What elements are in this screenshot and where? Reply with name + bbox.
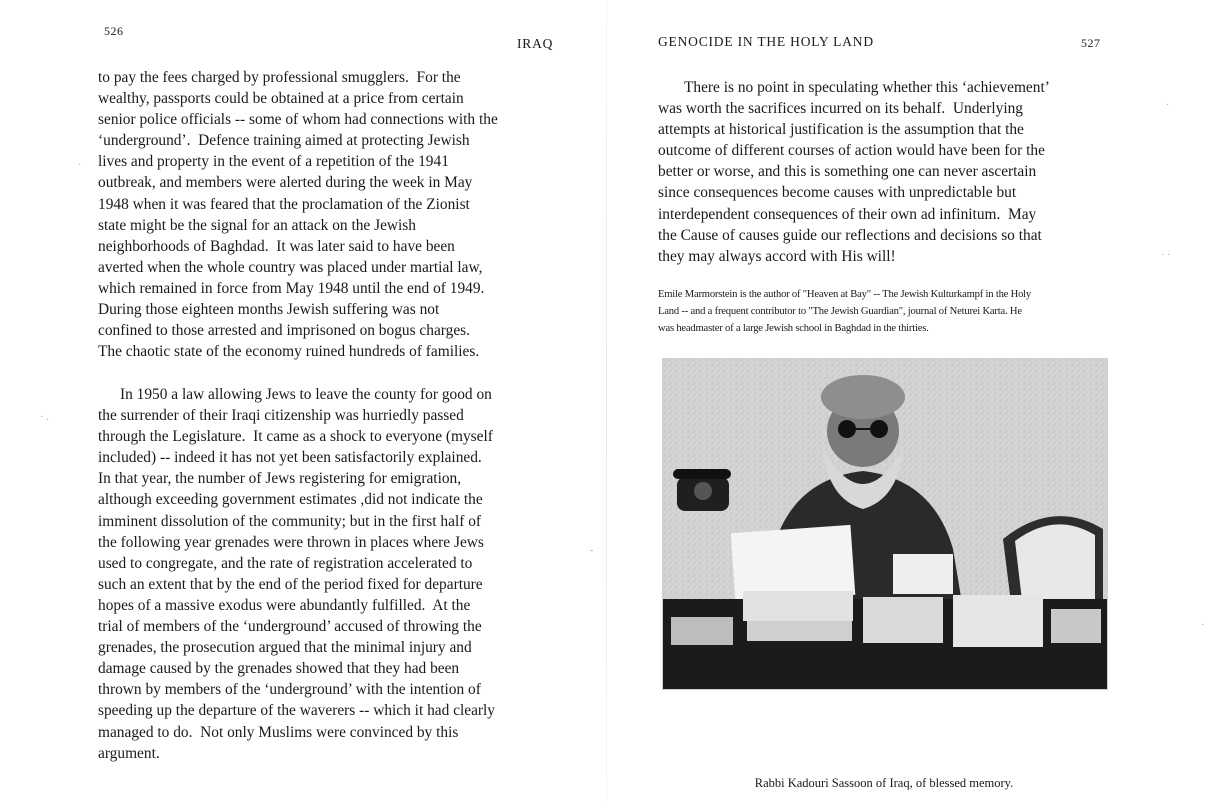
page-number-left: 526 <box>104 24 124 38</box>
scan-speck: · <box>78 160 82 171</box>
book-stack-4 <box>671 617 733 645</box>
text-line: interdependent consequences of their own ad infinitum. May <box>658 205 1037 223</box>
rabbi-turban <box>821 375 905 419</box>
text-line: grenades, the prosecution argued that the minimal injury and <box>98 639 472 657</box>
text-line: Land -- and a frequent contributor to "The Jewish Guardian", journal of Neturei Karta. He <box>658 306 1022 317</box>
rabbi-photograph <box>662 358 1108 690</box>
text-line: Emile Marmorstein is the author of "Heaven at Bay" -- The Jewish Kulturkampf in the Holy <box>658 289 1032 300</box>
text-line: such an extent that by the end of the period fixed for departure <box>98 575 483 593</box>
book-stack-2 <box>863 597 943 643</box>
text-line: since consequences become causes with unpredictable but <box>658 184 1017 202</box>
text-line: In that year, the number of Jews registering for emigration, <box>98 470 462 488</box>
text-line: was headmaster of a large Jewish school in Baghdad in the thirties. <box>658 323 929 334</box>
glasses-right-lens <box>870 420 888 438</box>
text-line: During those eighteen months Jewish suffering was not <box>98 301 440 319</box>
paragraph-1 <box>98 67 548 362</box>
text-line: through the Legislature. It came as a shock to everyone (myself <box>98 428 493 446</box>
scan-speck: · · <box>1161 250 1171 261</box>
text-line: better or worse, and this is something one can never ascertain <box>658 163 1037 181</box>
photo-caption: Rabbi Kadouri Sassoon of Iraq, of blessed memory. <box>754 776 1014 790</box>
text-line: lives and property in the event of a repetition of the 1941 <box>98 153 449 171</box>
closing-paragraph <box>658 77 1108 267</box>
book-stack-3 <box>953 595 1043 647</box>
text-line: The chaotic state of the economy ruined hundreds of families. <box>98 343 480 361</box>
text-line: outbreak, and members were alerted during the week in May <box>98 174 473 192</box>
telephone-dial <box>694 482 712 500</box>
text-line: imminent dissolution of the community; but in the first half of <box>98 512 482 530</box>
text-line: senior police officials -- some of whom had connections with the <box>98 111 498 129</box>
right-page <box>606 0 1213 802</box>
text-line: In 1950 a law allowing Jews to leave the county for good on <box>120 386 492 403</box>
text-line: neighborhoods of Baghdad. It was later said to have been <box>98 237 455 255</box>
text-line: damage caused by the grenades showed that they had been <box>98 660 460 678</box>
text-line: which remained in force from May 1948 until the end of 1949. <box>98 279 485 297</box>
photo-illustration <box>663 359 1107 689</box>
text-line: the Cause of causes guide our reflections and decisions so that <box>658 226 1042 244</box>
text-line: 1948 when it was feared that the proclamation of the Zionist <box>98 195 470 213</box>
text-line: thrown by members of the ‘underground’ with the intention of <box>98 681 481 699</box>
text-line: state might be the signal for an attack on the Jewish <box>98 216 416 234</box>
text-line: the surrender of their Iraqi citizenship was hurriedly passed <box>98 407 464 425</box>
scan-speck: · <box>1201 620 1205 631</box>
scan-speck: - <box>590 545 594 556</box>
text-line: speeding up the departure of the waverers -- which it had clearly <box>98 702 496 720</box>
text-line: hopes of a massive exodus were abundantly fulfilled. At the <box>98 596 471 614</box>
text-line: the following year grenades were thrown in places where Jews <box>98 533 484 551</box>
text-line: outcome of different courses of action would have been for the <box>658 142 1045 160</box>
text-line: managed to do. Not only Muslims were convinced by this <box>98 723 459 741</box>
author-note <box>658 286 1111 337</box>
left-page <box>0 0 606 802</box>
text-line: although exceeding government estimates ,did not indicate the <box>98 491 483 509</box>
book-stack-1 <box>743 591 853 621</box>
text-line: There is no point in speculating whether this ‘achievement’ <box>684 79 1050 96</box>
text-line: was worth the sacrifices incurred on its behalf. Underlying <box>658 100 1023 118</box>
text-line: argument. <box>98 744 160 762</box>
text-line: to pay the fees charged by professional smugglers. For the <box>98 69 461 86</box>
text-line: used to congregate, and the rate of registration accelerated to <box>98 554 473 572</box>
page-number-right: 527 <box>1081 36 1101 50</box>
text-line: trial of members of the ‘underground’ accused of throwing the <box>98 618 482 636</box>
text-line: confined to those arrested and imprisoned on bogus charges. <box>98 322 470 340</box>
text-line: averted when the whole country was placed under martial law, <box>98 258 483 276</box>
text-line: they may always accord with His will! <box>658 247 896 265</box>
glasses-left-lens <box>838 420 856 438</box>
papers-small <box>893 554 953 594</box>
text-line: ‘underground’. Defence training aimed at protecting Jewish <box>98 132 470 150</box>
text-line: included) -- indeed it has not yet been satisfactorily explained. <box>98 449 482 467</box>
text-line: wealthy, passports could be obtained at a price from certain <box>98 90 464 108</box>
book-stack-5 <box>1051 609 1101 643</box>
paragraph-2 <box>98 384 548 764</box>
book-stack-1-lower <box>747 621 852 641</box>
text-line: attempts at historical justification is the assumption that the <box>658 121 1024 139</box>
scan-speck: · <box>1166 100 1170 111</box>
running-head-right: GENOCIDE IN THE HOLY LAND <box>658 34 874 49</box>
telephone-handset <box>673 469 731 479</box>
running-head-left: IRAQ <box>517 36 554 51</box>
scan-speck: ˙ · <box>40 415 50 426</box>
